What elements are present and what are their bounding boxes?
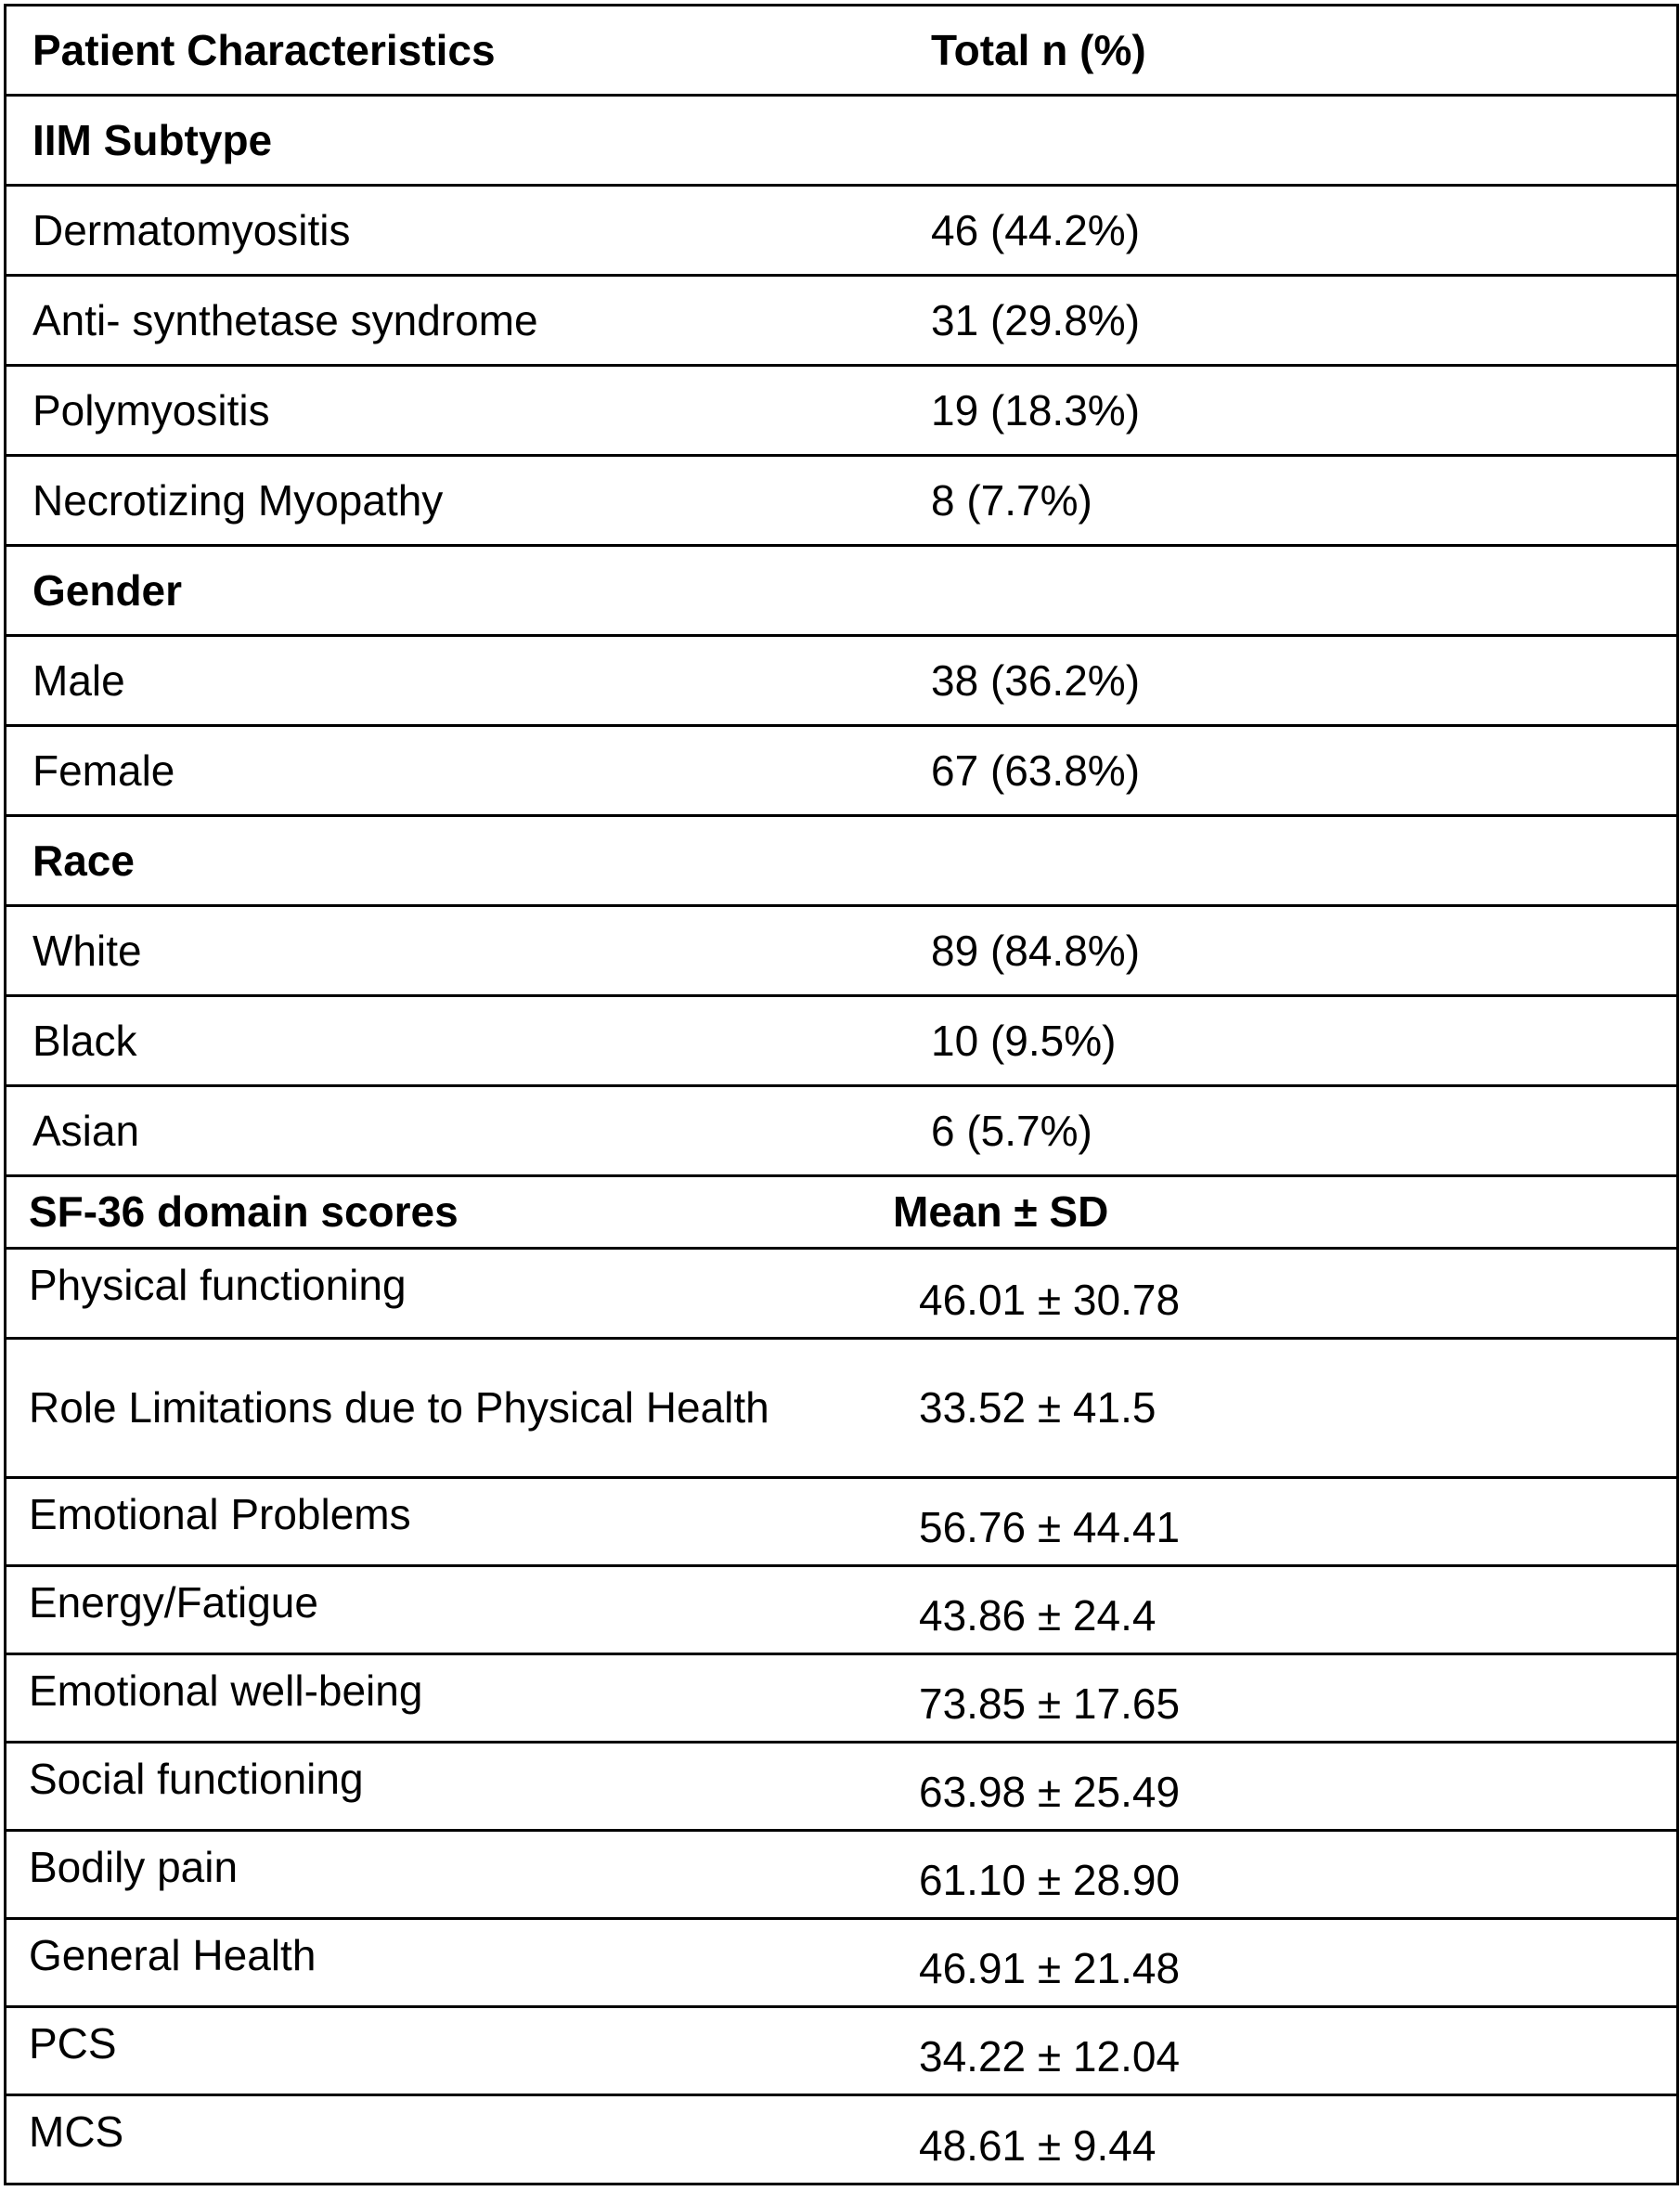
table-row	[6, 2008, 1676, 2096]
row-value: 61.10 ± 28.90	[919, 1855, 1181, 1904]
row-label: Asian	[32, 1106, 140, 1155]
row-value: 46 (44.2%)	[931, 205, 1141, 254]
row-label: Emotional well-being	[29, 1666, 423, 1715]
row-value: 34.22 ± 12.04	[919, 2031, 1181, 2081]
section-header-iim-subtype	[6, 97, 1676, 187]
table-row	[6, 1087, 1676, 1177]
row-value: 19 (18.3%)	[931, 385, 1141, 434]
row-value: 48.61 ± 9.44	[919, 2120, 1157, 2170]
row-label: Dermatomyositis	[32, 205, 351, 254]
row-label: Bodily pain	[29, 1843, 239, 1891]
table-row	[6, 1655, 1676, 1744]
table-row	[6, 1479, 1676, 1567]
row-label: Emotional Problems	[29, 1490, 411, 1538]
row-label: Necrotizing Myopathy	[32, 475, 444, 525]
row-label: Physical functioning	[29, 1261, 407, 1309]
table-row	[6, 1832, 1676, 1920]
row-value: 33.52 ± 41.5	[919, 1383, 1157, 1433]
row-value: 89 (84.8%)	[931, 926, 1141, 975]
row-label: MCS	[29, 2107, 124, 2156]
row-label: Female	[32, 745, 175, 795]
row-value: 46.01 ± 30.78	[919, 1275, 1181, 1324]
row-label: Anti- synthetase syndrome	[32, 295, 538, 344]
patient-characteristics-table	[4, 4, 1679, 2185]
section-title: Race	[32, 836, 135, 885]
header-total: Total n (%)	[931, 25, 1146, 74]
row-label: Role Limitations due to Physical Health	[29, 1383, 769, 1433]
table-row	[6, 1920, 1676, 2008]
row-value: 56.76 ± 44.41	[919, 1502, 1181, 1551]
row-label: Social functioning	[29, 1755, 364, 1803]
row-value: 73.85 ± 17.65	[919, 1679, 1181, 1728]
row-value: 8 (7.7%)	[931, 475, 1092, 525]
row-label: Male	[32, 655, 125, 705]
row-value: 46.91 ± 21.48	[919, 1943, 1181, 1992]
table-row	[6, 637, 1676, 727]
table-row	[6, 2096, 1676, 2183]
row-value: 63.98 ± 25.49	[919, 1767, 1181, 1816]
table-row	[6, 457, 1676, 547]
section-title: IIM Subtype	[32, 115, 273, 164]
table-row	[6, 1744, 1676, 1832]
section-header-sf36	[6, 1177, 1676, 1250]
section-header-race	[6, 817, 1676, 907]
row-label: General Health	[29, 1931, 317, 1979]
table-row	[6, 997, 1676, 1087]
section-header-gender	[6, 547, 1676, 637]
table-row	[6, 187, 1676, 277]
row-label: Polymyositis	[32, 385, 270, 434]
header-characteristic: Patient Characteristics	[32, 25, 496, 74]
table-row	[6, 727, 1676, 817]
row-value: 67 (63.8%)	[931, 745, 1141, 795]
row-value: 38 (36.2%)	[931, 655, 1141, 705]
row-label: Energy/Fatigue	[29, 1578, 318, 1627]
sf36-stat-header: Mean ± SD	[893, 1187, 1109, 1237]
table-row	[6, 367, 1676, 457]
table-row	[6, 1340, 1676, 1479]
row-value: 10 (9.5%)	[931, 1016, 1117, 1065]
row-label: PCS	[29, 2019, 117, 2068]
sf36-title: SF-36 domain scores	[29, 1187, 459, 1237]
table-row	[6, 277, 1676, 367]
row-value: 31 (29.8%)	[931, 295, 1141, 344]
table-row	[6, 907, 1676, 997]
section-title: Gender	[32, 565, 183, 615]
table-row	[6, 1567, 1676, 1655]
row-label: White	[32, 926, 142, 975]
table-row	[6, 1250, 1676, 1340]
table-header-row	[6, 6, 1676, 97]
row-value: 43.86 ± 24.4	[919, 1590, 1157, 1640]
row-label: Black	[32, 1016, 137, 1065]
row-value: 6 (5.7%)	[931, 1106, 1092, 1155]
